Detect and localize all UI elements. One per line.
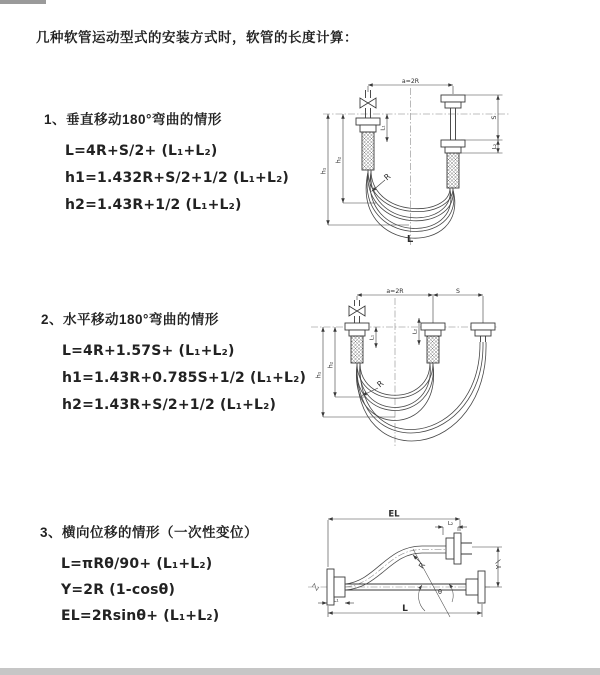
- dim-label-theta: θ: [438, 588, 442, 596]
- section-3-heading: 3、横向位移的情形（一次性变位）: [40, 525, 259, 540]
- formula-line: L=4R+S/2+ (L₁+L₂): [65, 143, 218, 159]
- dim-label-width: a=2R: [386, 287, 404, 295]
- formula-line: L=4R+1.57S+ (L₁+L₂): [62, 343, 235, 359]
- formula-line: Y=2R (1-cosθ): [61, 582, 176, 598]
- dim-label-l2: L₂: [492, 143, 498, 150]
- dim-label-width: a=2R: [401, 77, 420, 85]
- pipes-and-fittings: [345, 300, 495, 363]
- dim-label-el: EL: [388, 509, 400, 520]
- dimension-lines: [323, 295, 483, 417]
- formula-line: h2=1.43R+S/2+1/2 (L₁+L₂): [62, 397, 277, 413]
- scan-edge-artifact: [0, 0, 46, 4]
- braided-hose-section: [427, 336, 439, 363]
- flange: [478, 571, 485, 603]
- dim-label-h1: h₁: [319, 167, 328, 175]
- formula-line: h1=1.43R+0.785S+1/2 (L₁+L₂): [62, 370, 307, 386]
- flange: [454, 533, 461, 564]
- section-lateral-displacement: [40, 521, 258, 629]
- dim-label-y: Y: [495, 564, 503, 570]
- pipes-and-fittings: [327, 533, 485, 605]
- page-title: 几种软管运动型式的安装方式时，软管的长度计算：: [36, 30, 358, 45]
- diagram-vertical-180-bend: [305, 72, 595, 257]
- dim-label-r: R: [416, 560, 428, 571]
- formula-line: h2=1.43R+1/2 (L₁+L₂): [65, 197, 242, 213]
- dim-label-l2: L₂: [447, 521, 454, 527]
- centerlines: [311, 298, 498, 447]
- diagram-horizontal-180-bend: [303, 282, 600, 464]
- dimension-lines: [328, 85, 503, 225]
- scan-edge-artifact: [0, 668, 600, 675]
- dimension-lines: [318, 519, 502, 617]
- dim-label-l2: L₂: [412, 328, 419, 335]
- centerlines: [323, 88, 509, 245]
- dim-label-l1: L₁: [380, 125, 387, 131]
- section-1-heading: 1、垂直移动180°弯曲的情形: [44, 112, 222, 127]
- dim-label-r: R: [382, 171, 393, 183]
- section-horizontal-movement: [41, 308, 306, 419]
- section-2-heading: 2、水平移动180°弯曲的情形: [41, 312, 219, 327]
- valve-icon: [360, 98, 368, 108]
- braided-hose-section: [447, 153, 459, 188]
- valve-icon: [349, 306, 357, 316]
- dim-label-r: R: [375, 378, 386, 390]
- formula-line: h1=1.432R+S/2+1/2 (L₁+L₂): [65, 170, 290, 186]
- dim-label-l: L: [402, 604, 408, 614]
- dim-label-l1: L₁: [333, 597, 339, 604]
- dim-label-s: S: [490, 115, 498, 120]
- formula-line: EL=2Rsinθ+ (L₁+L₂): [61, 608, 220, 624]
- diagram-lateral-displacement: [300, 505, 520, 630]
- dim-label-l1: L₁: [369, 334, 376, 341]
- dim-label-h2: h₂: [334, 156, 343, 164]
- braided-hose-section: [362, 132, 374, 170]
- formula-line: L=πRθ/90+ (L₁+L₂): [61, 556, 213, 572]
- dim-label-h2: h₂: [326, 361, 335, 369]
- dim-label-s: S: [456, 287, 460, 295]
- dim-label-h1: h₁: [314, 371, 323, 379]
- hose-curves: [356, 342, 486, 441]
- section-vertical-movement: [44, 108, 289, 219]
- dim-label-l: L: [406, 234, 414, 245]
- braided-hose-section: [351, 336, 363, 363]
